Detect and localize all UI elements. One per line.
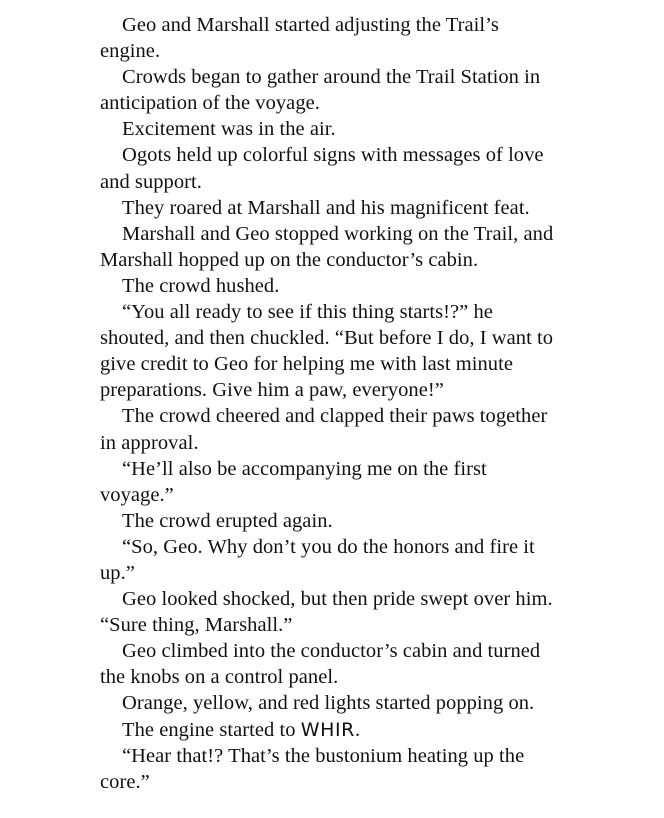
- paragraph: “He’ll also be accompanying me on the first voyage.”: [100, 457, 487, 506]
- paragraph: Orange, yellow, and red lights started popping on.: [122, 692, 535, 715]
- paragraph: Marshall and Geo stopped working on the Trail, and Marshall hopped up on the conductor’s cabin.: [100, 222, 554, 271]
- whir-suffix: .: [354, 718, 361, 741]
- whir-paragraph: [100, 717, 564, 743]
- paragraph: The crowd hushed.: [122, 274, 280, 297]
- paragraph: Geo looked shocked, but then pride swept over him. “Sure thing, Marshall.”: [100, 588, 553, 637]
- paragraph: Crowds began to gather around the Trail Station in anticipation of the voyage.: [100, 66, 541, 115]
- paragraph: “Hear that!? That’s the bustonium heating up the core.”: [100, 744, 525, 793]
- paragraph: Geo and Marshall started adjusting the Trail’s engine.: [100, 14, 499, 63]
- paragraph: The crowd erupted again.: [122, 509, 333, 532]
- paragraph: They roared at Marshall and his magnificent feat.: [122, 196, 530, 219]
- whir-sound-word: WHIR: [300, 718, 355, 741]
- paragraph: Ogots held up colorful signs with messages of love and support.: [100, 144, 544, 193]
- paragraph: “So, Geo. Why don’t you do the honors and fire it up.”: [100, 535, 535, 584]
- paragraph: Geo climbed into the conductor’s cabin and turned the knobs on a control panel.: [100, 640, 541, 689]
- paragraph: “You all ready to see if this thing starts!?” he shouted, and then chuckled. “But before I do, I want to give credit to Geo for helping me with last minute preparations. Give him a paw, everyone!”: [100, 301, 554, 402]
- paragraph: The crowd cheered and clapped their paws together in approval.: [100, 405, 548, 454]
- story-text: [100, 12, 564, 795]
- paragraph: Excitement was in the air.: [122, 118, 336, 141]
- whir-prefix: The engine started to: [122, 718, 301, 741]
